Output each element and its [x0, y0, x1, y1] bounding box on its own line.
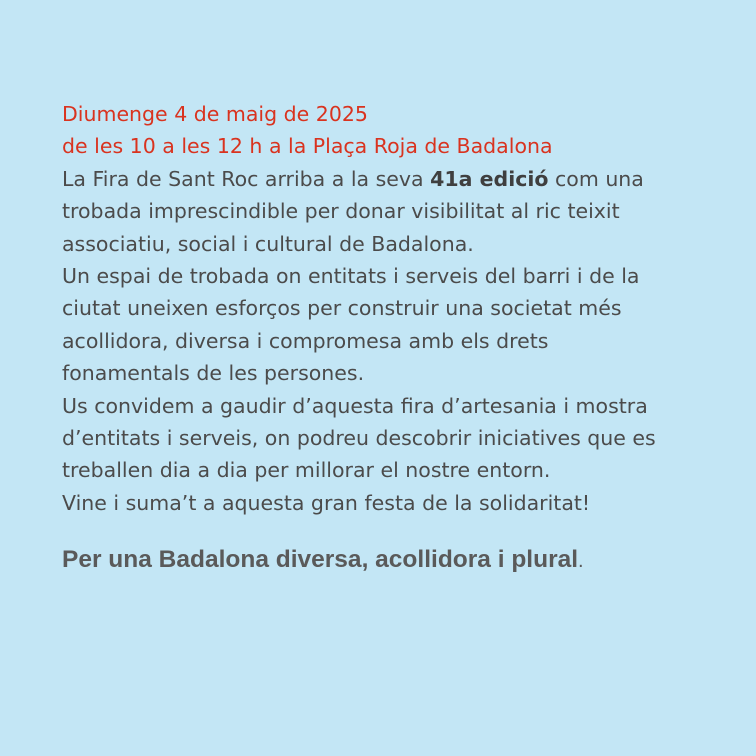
slogan	[62, 544, 584, 577]
body-line: trobada imprescindible per donar visibilitat al ric teixit	[62, 199, 620, 224]
body-line: associatiu, social i cultural de Badalona.	[62, 231, 474, 256]
event-announcement	[62, 98, 752, 519]
body-text	[62, 163, 752, 519]
slogan-period: .	[578, 550, 584, 572]
body-line: ciutat uneixen esforços per construir una societat més	[62, 296, 622, 321]
body-line: Un espai de trobada on entitats i serveis del barri i de la	[62, 264, 640, 289]
edition-highlight: 41a edició	[430, 166, 549, 191]
body-line: d’entitats i serveis, on podreu descobrir iniciatives que es	[62, 426, 656, 451]
body-line: treballen dia a dia per millorar el nostre entorn.	[62, 458, 551, 483]
event-date: Diumenge 4 de maig de 2025	[62, 102, 368, 126]
body-line-start: La Fira de Sant Roc arriba a la seva	[62, 166, 431, 191]
body-line-end: com una	[548, 166, 644, 191]
slogan-text: Per una Badalona diversa, acollidora i plural	[62, 546, 579, 573]
body-line: fonamentals de les persones.	[62, 361, 365, 386]
body-line: Vine i suma’t a aquesta gran festa de la solidaritat!	[62, 490, 591, 515]
event-time-place: de les 10 a les 12 h a la Plaça Roja de Badalona	[62, 134, 553, 159]
body-line: Us convidem a gaudir d’aquesta fira d’artesania i mostra	[62, 393, 648, 418]
body-line	[62, 163, 752, 195]
body-line: acollidora, diversa i compromesa amb els drets	[62, 328, 549, 353]
